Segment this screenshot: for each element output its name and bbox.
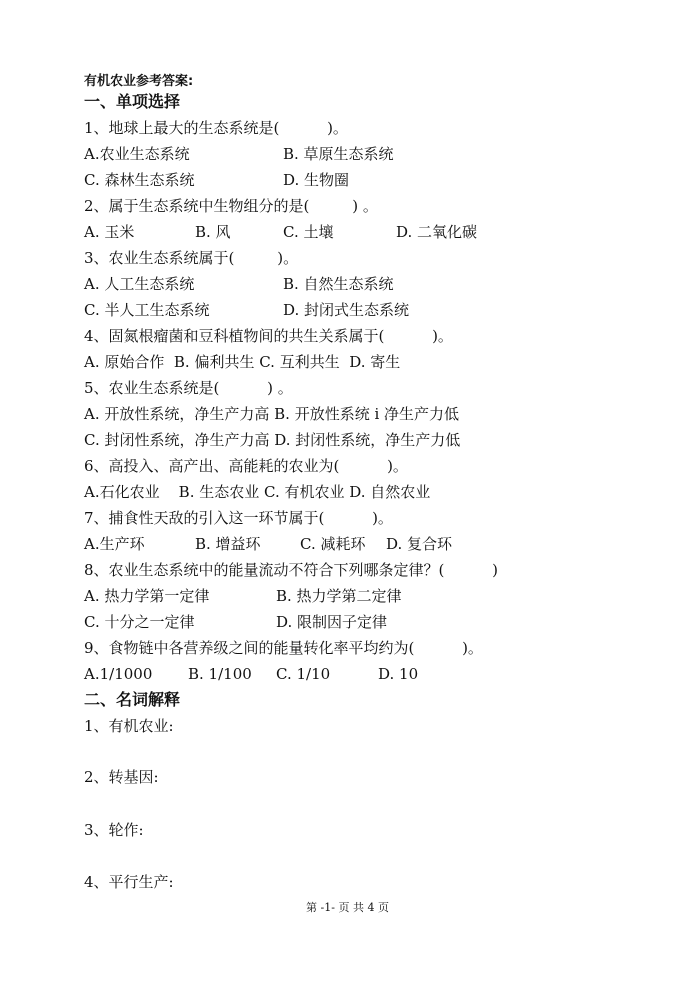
question-8-option-b: B. 热力学第二定律 <box>276 587 402 605</box>
question-3-option-c: C. 半人工生态系统 <box>84 301 210 319</box>
question-7-option-d: D. 复合环 <box>386 535 453 553</box>
section-heading-choice: 一、单项选择 <box>84 92 181 111</box>
question-3-option-a: A. 人工生态系统 <box>84 275 195 293</box>
question-3-option-d: D. 封闭式生态系统 <box>283 301 410 319</box>
question-9-option-c: C. 1/10 <box>276 665 331 683</box>
question-1-option-b: B. 草原生态系统 <box>283 145 394 163</box>
question-3-stem: 3、农业生态系统属于( )。 <box>84 249 299 267</box>
question-2-option-a: A. 玉米 <box>84 223 135 241</box>
question-2-option-b: B. 风 <box>195 223 231 241</box>
question-6-stem: 6、高投入、高产出、高能耗的农业为( )。 <box>84 457 408 475</box>
page-footer: 第 -1- 页 共 4 页 <box>306 901 389 914</box>
question-8-option-a: A. 热力学第一定律 <box>84 587 210 605</box>
question-9-option-a: A.1/1000 <box>84 665 153 683</box>
question-1-option-a: A.农业生态系统 <box>84 145 190 163</box>
question-7-option-b: B. 增益环 <box>195 535 261 553</box>
question-3-option-b: B. 自然生态系统 <box>283 275 394 293</box>
question-5-stem: 5、农业生态系统是( ) 。 <box>84 379 293 397</box>
doc-title: 有机农业参考答案: <box>84 74 194 89</box>
question-6-options: A.石化农业 B. 生态农业 C. 有机农业 D. 自然农业 <box>84 483 431 501</box>
question-8-option-d: D. 限制因子定律 <box>276 613 388 631</box>
question-8-option-c: C. 十分之一定律 <box>84 613 195 631</box>
question-4-options: A. 原始合作 B. 偏利共生 C. 互利共生 D. 寄生 <box>84 353 401 371</box>
term-item: 3、轮作: <box>84 821 144 839</box>
term-item: 1、有机农业: <box>84 717 174 735</box>
question-1-stem: 1、地球上最大的生态系统是( )。 <box>84 119 348 137</box>
question-7-stem: 7、捕食性天敌的引入这一环节属于( )。 <box>84 509 393 527</box>
question-2-option-d: D. 二氧化碳 <box>396 223 478 241</box>
question-8-stem: 8、农业生态系统中的能量流动不符合下列哪条定律？( ) <box>84 561 498 579</box>
term-item: 4、平行生产: <box>84 873 174 891</box>
question-5-options-ab: A. 开放性系统，净生产力高 B. 开放性系统 i 净生产力低 <box>84 405 460 423</box>
term-item: 2、转基因: <box>84 768 159 786</box>
question-9-option-d: D. 10 <box>378 665 419 683</box>
question-4-stem: 4、固氮根瘤菌和豆科植物间的共生关系属于( )。 <box>84 327 453 345</box>
question-1-option-d: D. 生物圈 <box>283 171 350 189</box>
question-9-option-b: B. 1/100 <box>188 665 252 683</box>
section-heading-terms: 二、名词解释 <box>84 690 181 709</box>
question-7-option-a: A.生产环 <box>84 535 145 553</box>
question-5-options-cd: C. 封闭性系统，净生产力高 D. 封闭性系统，净生产力低 <box>84 431 461 449</box>
question-9-stem: 9、食物链中各营养级之间的能量转化率平均约为( )。 <box>84 639 483 657</box>
question-7-option-c: C. 减耗环 <box>300 535 366 553</box>
question-1-option-c: C. 森林生态系统 <box>84 171 195 189</box>
question-2-stem: 2、属于生态系统中生物组分的是( ) 。 <box>84 197 378 215</box>
question-2-option-c: C. 土壤 <box>283 223 334 241</box>
